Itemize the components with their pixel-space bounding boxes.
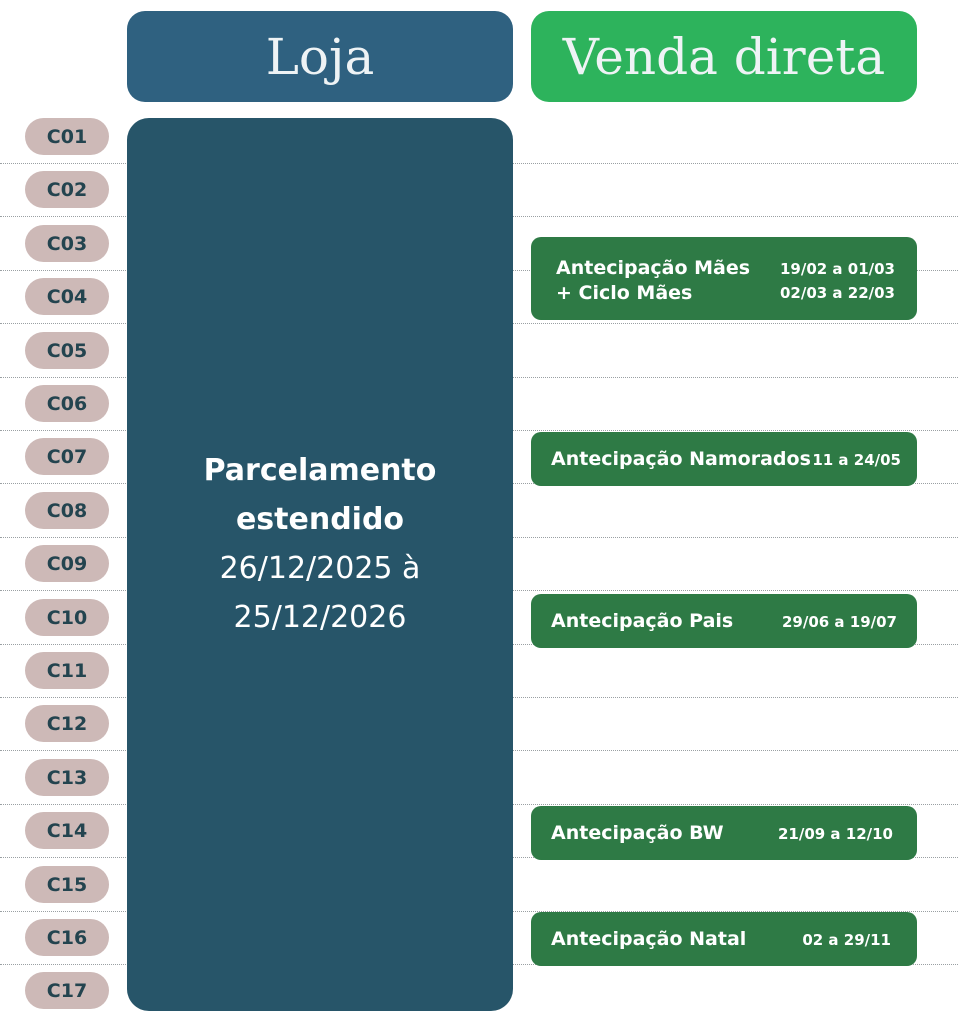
cycle-pill: C08 bbox=[25, 492, 109, 529]
venda-direta-column-header: Venda direta bbox=[531, 11, 917, 102]
loja-line-2: estendido bbox=[235, 502, 405, 537]
campaign-antecipacao-pais bbox=[531, 594, 917, 648]
campaign-name: Antecipação Mães bbox=[556, 257, 751, 279]
cycle-pill: C14 bbox=[25, 812, 109, 849]
campaign-date: 02 a 29/11 bbox=[802, 931, 891, 949]
cycle-pill: C06 bbox=[25, 385, 109, 422]
loja-line-4: 25/12/2026 bbox=[233, 600, 407, 635]
campaign-date: 02/03 a 22/03 bbox=[779, 284, 895, 302]
cycle-pill: C16 bbox=[25, 919, 109, 956]
cycle-pill: C01 bbox=[25, 118, 109, 155]
loja-line-1: Parcelamento bbox=[203, 453, 437, 488]
campaign-name: Antecipação BW bbox=[551, 822, 724, 844]
campaign-date: 29/06 a 19/07 bbox=[781, 613, 897, 631]
loja-column-header: Loja bbox=[127, 11, 513, 102]
cycle-pill: C07 bbox=[25, 438, 109, 475]
campaign-name: Antecipação Namorados bbox=[551, 448, 811, 470]
campaign-antecipacao-namorados bbox=[531, 432, 917, 486]
campaign-date: 11 a 24/05 bbox=[812, 451, 901, 469]
campaign-name: + Ciclo Mães bbox=[556, 282, 693, 304]
campaign-antecipacao-natal bbox=[531, 912, 917, 966]
campaign-antecipacao-bw bbox=[531, 806, 917, 860]
cycle-pill: C11 bbox=[25, 652, 109, 689]
loja-line-3: 26/12/2025 à bbox=[219, 551, 421, 586]
cycle-pill: C05 bbox=[25, 332, 109, 369]
cycle-pill: C15 bbox=[25, 866, 109, 903]
cycle-pill: C12 bbox=[25, 705, 109, 742]
campaign-name: Antecipação Natal bbox=[551, 928, 747, 950]
cycle-pill: C09 bbox=[25, 545, 109, 582]
cycle-pill: C10 bbox=[25, 599, 109, 636]
cycle-pill: C02 bbox=[25, 171, 109, 208]
campaign-name: Antecipação Pais bbox=[551, 610, 734, 632]
campaign-date: 21/09 a 12/10 bbox=[777, 825, 893, 843]
cycle-pill: C13 bbox=[25, 759, 109, 796]
loja-block-text bbox=[127, 446, 513, 642]
cycle-pill: C03 bbox=[25, 225, 109, 262]
campaign-antecipacao-maes bbox=[531, 237, 917, 320]
cycle-pill: C04 bbox=[25, 278, 109, 315]
cycle-pill: C17 bbox=[25, 972, 109, 1009]
campaign-date: 19/02 a 01/03 bbox=[779, 260, 895, 278]
